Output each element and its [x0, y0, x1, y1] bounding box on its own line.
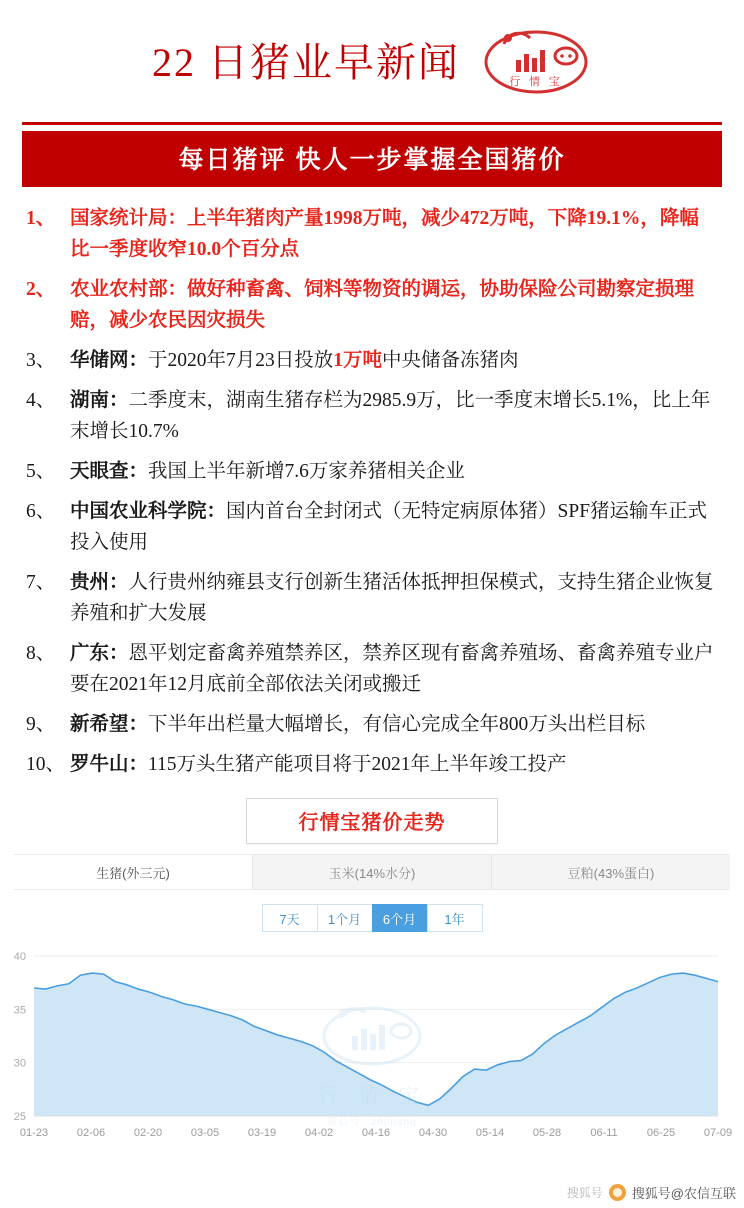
list-item-number: 6、	[26, 501, 56, 522]
list-item-lead: 国家统计局：	[70, 208, 188, 229]
list-item	[26, 456, 718, 487]
list-item-lead: 中国农业科学院：	[70, 501, 227, 522]
svg-text:01-23: 01-23	[19, 1127, 49, 1139]
banner-wrap	[22, 122, 722, 187]
tab-live-pig[interactable]: 生猪(外三元)	[14, 855, 253, 889]
list-item	[26, 638, 718, 700]
list-item-body: 115万头生猪产能项目将于2021年上半年竣工投产	[148, 754, 567, 775]
source-credit	[567, 1183, 736, 1202]
list-item-highlight: 1万吨	[333, 350, 383, 371]
list-item-text	[70, 496, 718, 558]
list-item-lead: 天眼查：	[70, 461, 149, 482]
news-list	[26, 203, 718, 780]
list-item-lead: 新希望：	[70, 714, 149, 735]
commodity-tabs[interactable]	[14, 854, 730, 890]
list-item-text	[70, 345, 718, 376]
svg-text:05-14: 05-14	[475, 1127, 505, 1139]
svg-text:行 情 宝: 行 情 宝	[509, 76, 563, 88]
page-title: 22 日猪业早新闻	[152, 39, 460, 85]
list-item-body: 我国上半年新增7.6万家养猪相关企业	[148, 461, 465, 482]
svg-text:30: 30	[13, 1057, 26, 1070]
list-item-lead: 贵州：	[70, 572, 129, 593]
list-item	[26, 274, 718, 336]
list-item-lead: 农业农村部：	[70, 279, 188, 300]
list-item-number: 4、	[26, 390, 56, 411]
list-item-lead: 罗牛山：	[70, 754, 149, 775]
list-item-body: 国内首台全封闭式（无特定病原体猪）SPF猪运输车正式投入使用	[70, 501, 708, 553]
sohu-badge: 搜狐号	[566, 1186, 603, 1200]
svg-text:06-11: 06-11	[590, 1127, 618, 1139]
chart-title: 行情宝猪价走势	[298, 812, 446, 834]
list-item	[26, 345, 718, 376]
list-item	[26, 385, 718, 447]
list-item-lead: 湖南：	[70, 390, 129, 411]
list-item	[26, 203, 718, 265]
watermark-subtext: 微信号：zhujiahq	[327, 1117, 417, 1128]
chart-title-box	[246, 798, 498, 844]
list-item	[26, 709, 718, 740]
svg-text:02-06: 02-06	[76, 1127, 106, 1139]
svg-text:25: 25	[13, 1111, 26, 1123]
list-item-body: 上半年猪肉产量1998万吨，减少472万吨，下降19.1%，降幅比一季度收窄10.0个百分点	[70, 208, 699, 260]
page-header	[0, 0, 744, 118]
svg-text:04-02: 04-02	[304, 1127, 334, 1139]
list-item-number: 1、	[26, 208, 56, 229]
avatar	[609, 1184, 626, 1201]
list-item-number: 5、	[26, 461, 56, 482]
svg-text:03-19: 03-19	[247, 1127, 277, 1139]
range-tabs[interactable]	[0, 904, 744, 932]
list-item	[26, 496, 718, 558]
list-item-body: 下半年出栏量大幅增长，有信心完成全年800万头出栏目标	[148, 714, 646, 735]
range-6-months[interactable]: 6个月	[372, 904, 427, 932]
svg-text:35: 35	[13, 1004, 26, 1017]
svg-text:02-20: 02-20	[133, 1127, 163, 1139]
list-item-body: 做好种畜禽、饲料等物资的调运，协助保险公司勘察定损理赔，减少农民因灾损失	[70, 279, 695, 331]
list-item-text	[70, 749, 718, 780]
svg-text:07-09: 07-09	[703, 1127, 733, 1139]
list-item-text	[70, 638, 718, 700]
range-1-year[interactable]: 1年	[427, 904, 483, 932]
list-item-text	[70, 456, 718, 487]
watermark-text: 行 情 宝	[317, 1084, 427, 1108]
svg-text:03-05: 03-05	[190, 1127, 220, 1139]
list-item-lead: 华储网：	[70, 350, 149, 371]
price-trend-chart	[0, 948, 744, 1148]
source-credit-text: 搜狐号@农信互联	[631, 1186, 736, 1201]
list-item-body-2: 中央储备冻猪肉	[382, 350, 519, 371]
list-item-body: 二季度末，湖南生猪存栏为2985.9万，比一季度末增长5.1%，比上年末增长10.7%	[70, 390, 711, 442]
svg-text:06-25: 06-25	[646, 1127, 676, 1139]
list-item-body: 恩平划定畜禽养殖禁养区，禁养区现有畜禽养殖场、畜禽养殖专业户要在2021年12月底前全部依法关闭或搬迁	[70, 643, 714, 695]
list-item-lead: 广东：	[70, 643, 129, 664]
list-item-number: 8、	[26, 643, 56, 664]
xingqingbao-logo	[474, 22, 592, 96]
list-item-text	[70, 274, 718, 336]
list-item-number: 7、	[26, 572, 56, 593]
range-1-month[interactable]: 1个月	[317, 904, 372, 932]
list-item-number: 9、	[26, 714, 56, 735]
tab-corn[interactable]: 玉米(14%水分)	[253, 855, 492, 889]
list-item-number: 2、	[26, 279, 56, 300]
chart-card	[0, 798, 744, 1148]
list-item-text	[70, 385, 718, 447]
daily-review-banner: 每日猪评 快人一步掌握全国猪价	[22, 131, 722, 187]
svg-text:40: 40	[13, 951, 26, 963]
range-7-days[interactable]: 7天	[262, 904, 317, 932]
tab-soybean-meal[interactable]: 豆粕(43%蛋白)	[492, 855, 730, 889]
list-item-text	[70, 567, 718, 629]
list-item-number: 10、	[26, 754, 66, 775]
list-item-body: 于2020年7月23日投放	[148, 350, 334, 371]
list-item	[26, 749, 718, 780]
list-item-number: 3、	[26, 350, 56, 371]
svg-text:04-30: 04-30	[418, 1127, 448, 1139]
svg-text:05-28: 05-28	[532, 1127, 562, 1139]
list-item-body: 人行贵州纳雍县支行创新生猪活体抵押担保模式，支持生猪企业恢复养殖和扩大发展	[70, 572, 714, 624]
svg-text:04-16: 04-16	[361, 1127, 391, 1139]
list-item-text	[70, 203, 718, 265]
chart-svg	[0, 948, 744, 1148]
list-item	[26, 567, 718, 629]
list-item-text	[70, 709, 718, 740]
